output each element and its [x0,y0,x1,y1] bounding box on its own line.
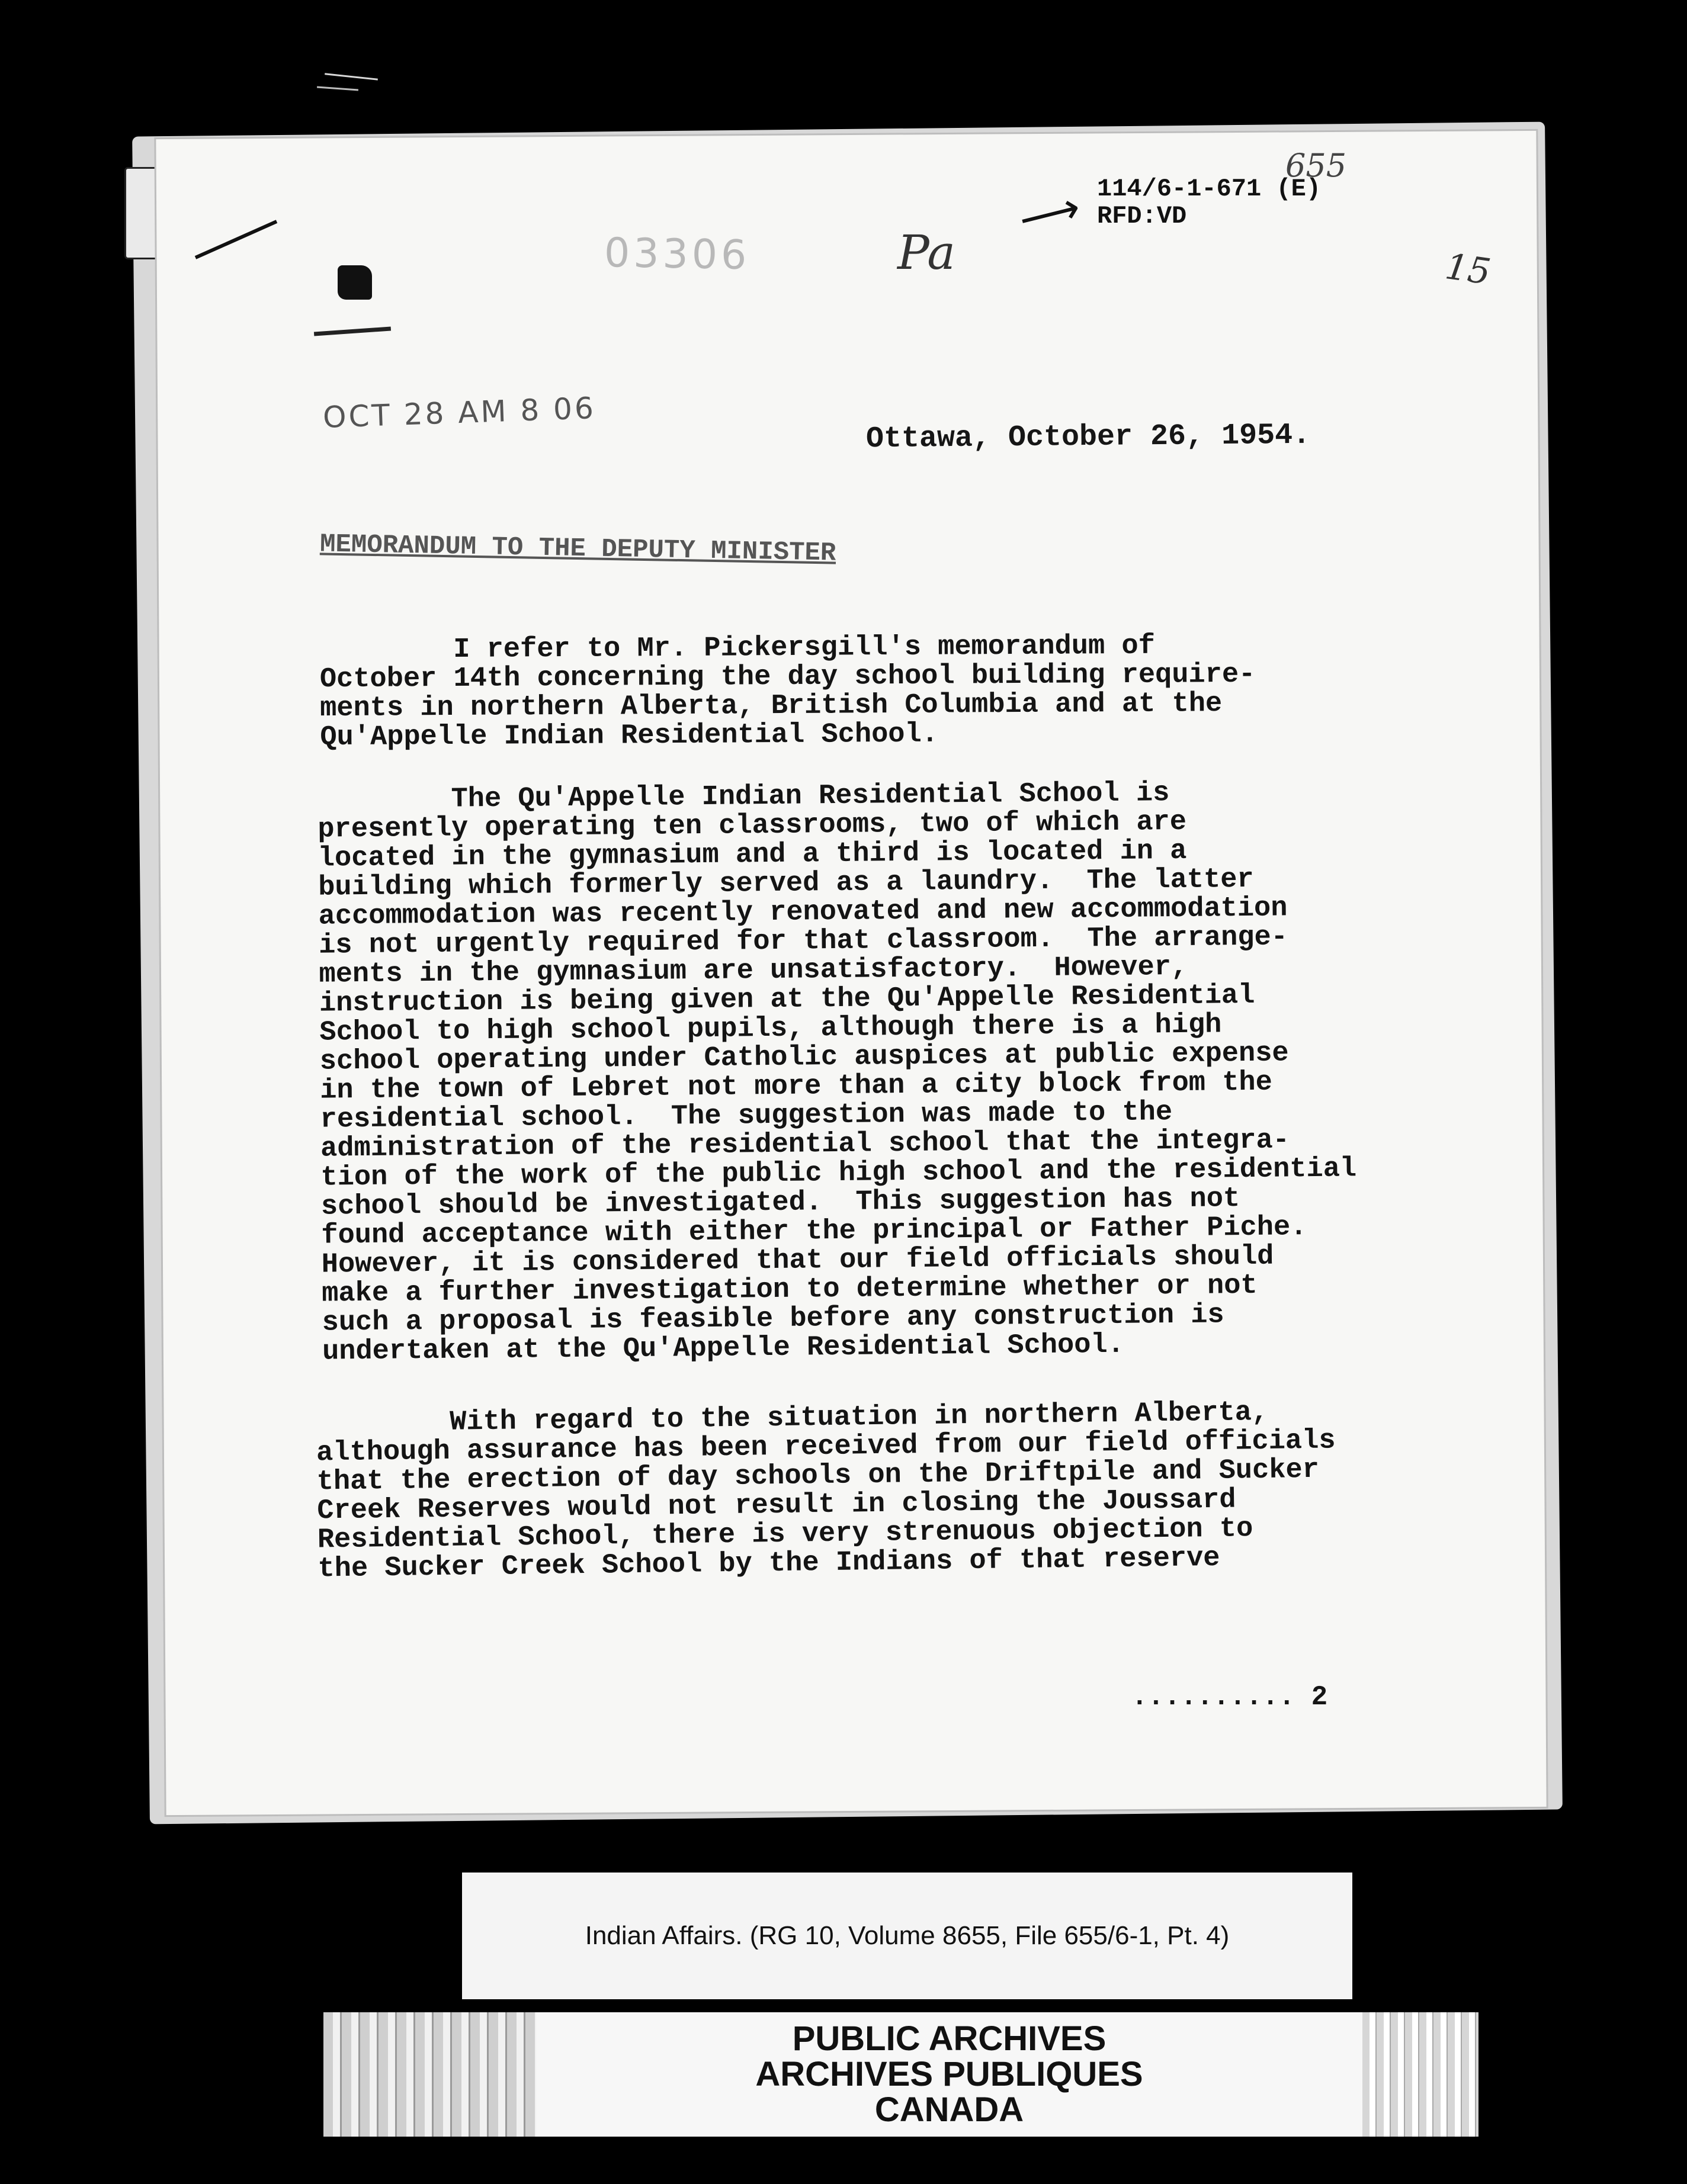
citation-text: Indian Affairs. (RG 10, Volume 8655, File 655/6-1, Pt. 4) [585,1921,1230,1950]
faded-stamp-number: 03306 [604,229,751,280]
file-reference-initials: RFD:VD [1097,202,1187,231]
folder-tab [124,167,161,259]
archive-label-line3: CANADA [874,2090,1024,2129]
archive-bar-edge [323,2012,537,2137]
ink-blot [338,265,372,300]
received-date-stamp: OCT 28 AM 8 06 [322,390,596,435]
archive-label-line2: ARCHIVES PUBLIQUES [755,2055,1143,2093]
memo-heading: MEMORANDUM TO THE DEPUTY MINISTER [319,529,836,569]
paragraph-quappelle: The Qu'Appelle Indian Residential School is presently operating ten classrooms, two of which are located in the gymnasium and a third is located in a building which formerly served as a laundry. The latter accommodation was recently renovated and new accommodation is not urgently required for that classroom. The arrange- ments in the gymnasium are unsatisfactory. However, instruction is being given at the Qu'Appelle Residential School to high school pupils, although there is a high school operating under Catholic auspices at public expense in the town of Lebret not more than a city block from the residential school. The suggestion was made to the administration of the residential school that the integra- tion of the work of the public high school and the residential school should be investigated. This suggestion has not found acceptance with either the principal or Father Piche. However, it is considered that our field officials should make a further investigation to determine whether or not such a proposal is feasible before any construction is undertaken at the Qu'Appelle Residential School. [317,778,1357,1368]
page-continuation: .......... 2 [1131,1682,1328,1713]
archive-label [536,2012,1362,2137]
margin-stroke [325,73,378,80]
file-reference-number: 114/6-1-671 (E) [1097,175,1322,203]
file-reference [1097,175,1321,230]
handwritten-file-number: 655 [1285,147,1347,184]
dateline: Ottawa, October 26, 1954. [865,418,1311,457]
paragraph-reference: I refer to Mr. Pickersgill's memorandum of October 14th concerning the day school building require- ments in northern Alberta, British Columbia and at the Qu'Appelle Indian Residential School. [319,630,1256,754]
handwritten-arrow-icon: ⟶ [1014,181,1085,245]
archive-label-line1: PUBLIC ARCHIVES [792,2019,1107,2058]
citation-label [462,1873,1352,1999]
paragraph-alberta: With regard to the situation in northern Alberta, although assurance has been received from our field officials that the erection of day schools on the Driftpile and Sucker Creek Reserves would not result in closing the Joussard Residential School, there is very strenuous objection to the Sucker Creek School by the Indians of that reserve [316,1396,1336,1585]
handwritten-margin-number: 15 [1442,246,1493,293]
handwritten-initials: Pa [897,225,955,280]
margin-stroke [317,86,358,91]
archive-bar-edge [1362,2012,1478,2137]
